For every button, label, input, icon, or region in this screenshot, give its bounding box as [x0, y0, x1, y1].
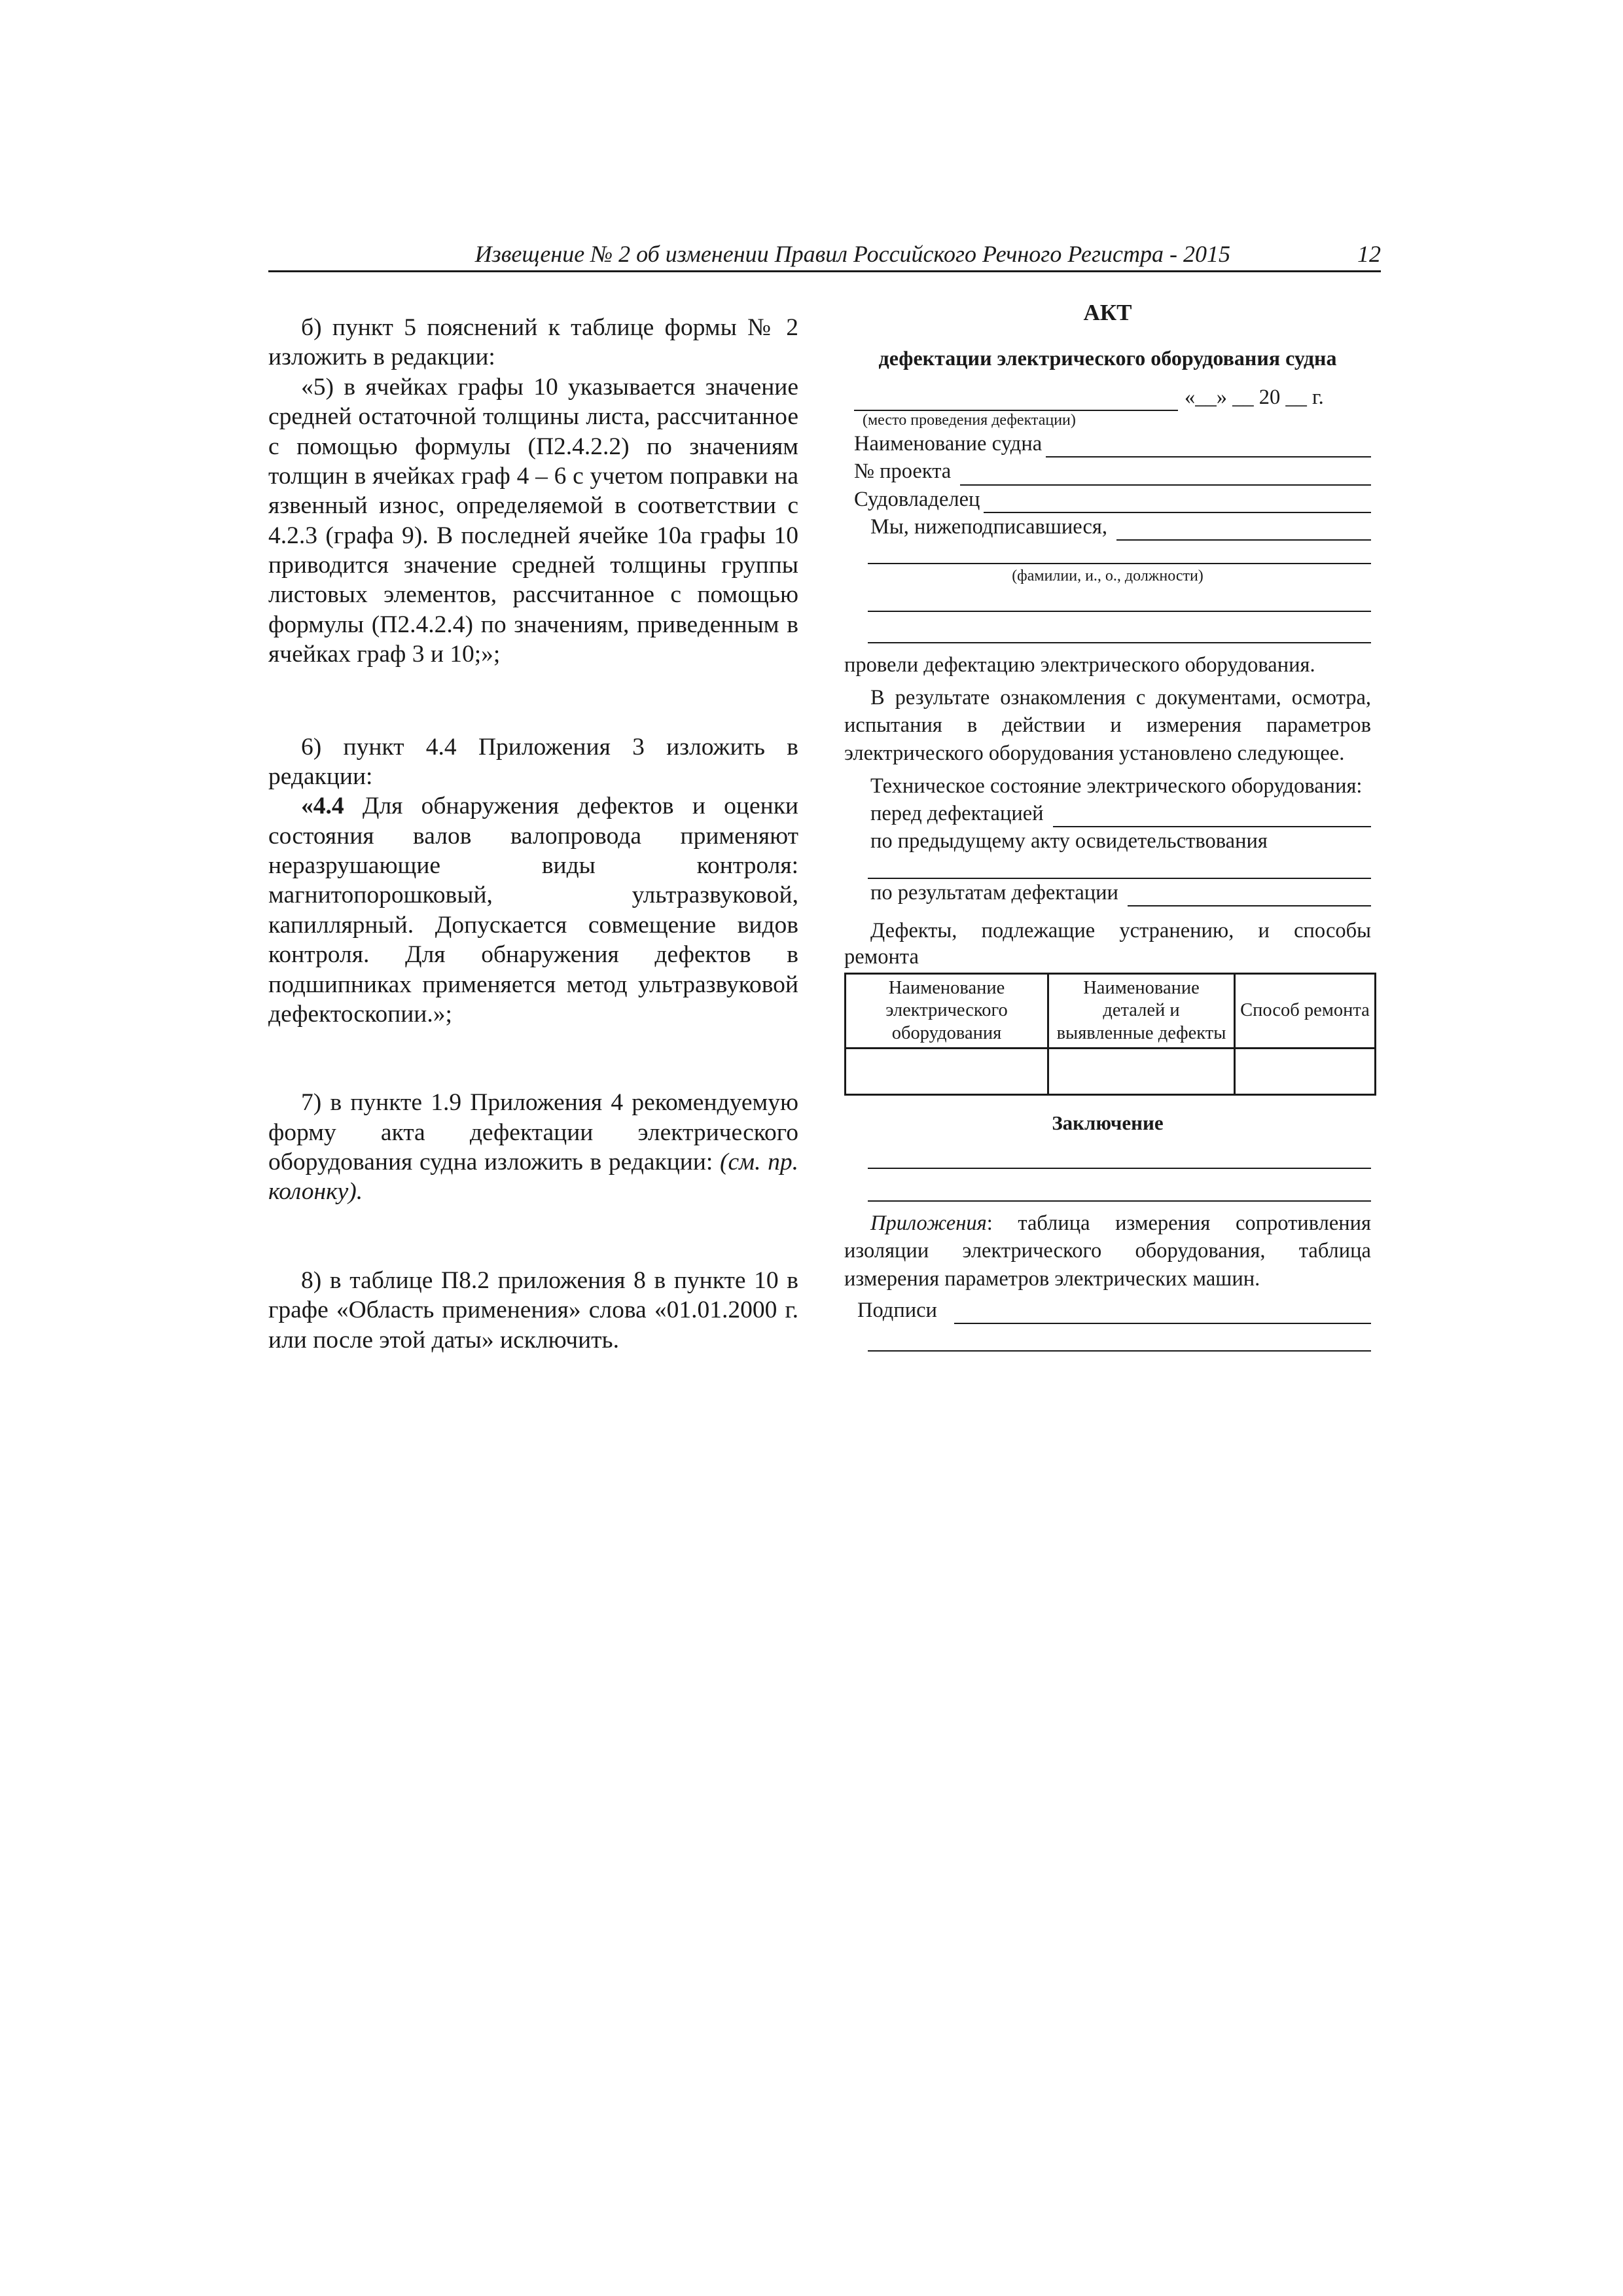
names-caption: (фамилии, и., о., должности) [1012, 567, 1204, 585]
conclusion-field-2[interactable] [868, 1181, 1371, 1202]
names-field-3[interactable] [868, 622, 1371, 643]
before-row [870, 800, 1371, 827]
place-field[interactable] [854, 390, 1178, 411]
after-label: по результатам дефектации [870, 880, 1118, 905]
after-field[interactable] [1128, 886, 1371, 906]
signature-field-2[interactable] [868, 1331, 1371, 1352]
place-caption: (место проведения дефектации) [863, 412, 1076, 429]
paragraph-7: 7) в пункте 1.9 Приложения 4 рекомендуемую форму акта дефектации электрического оборудования судна изложить в редакции: (см. пр. колонку). [268, 1089, 798, 1206]
owner-field[interactable] [984, 492, 1371, 513]
after-row [870, 879, 1371, 906]
header-title: Извещение № 2 об изменении Правил Российского Речного Регистра - 2015 [474, 241, 1230, 267]
paragraph-8: 8) в таблице П8.2 приложения 8 в пункте 10 в графе «Область применения» слова «01.01.2000 г. или после этой даты» исключить. [268, 1266, 798, 1354]
signatories-label: Мы, нижеподписавшиеся, [870, 514, 1107, 539]
paragraph-6-lead: 6) пункт 4.4 Приложения 3 изложить в редакции: [268, 733, 798, 790]
date-field[interactable]: «__» __ 20 __ г. [1185, 386, 1324, 410]
page-number: 12 [1357, 241, 1381, 267]
conclusion-line-2 [864, 1169, 1371, 1202]
previous-act-field[interactable] [868, 858, 1371, 879]
form-title: АКТ [1083, 300, 1132, 325]
project-row [854, 457, 1371, 485]
form-column [844, 298, 1371, 1352]
attachments [844, 1210, 1371, 1293]
table-row [846, 1048, 1376, 1094]
left-column [268, 313, 798, 1355]
cell-equipment[interactable] [846, 1048, 1048, 1094]
attachments-label: Приложения [870, 1211, 987, 1236]
signatories-field[interactable] [1116, 520, 1371, 541]
defects-label: Дефекты, подлежащие устранению, и способы ремонта [844, 918, 1371, 969]
paragraph-b-quote: «5) в ячейках графы 10 указывается значение средней остаточной толщины листа, рассчитанное с помощью формулы (П2.4.2.2) по значениям толщин в ячейках граф 4 – 6 с учетом поправки на язвенный износ, определяемой в соответствии с 4.2.3 (графа 9). В последней ячейке 10а графы 10 приводится значение средней толщины группы листовых элементов, рассчитанное с помощью формулы (П2.4.2.4) по значениям, приведенным в ячейках граф 3 и 10;»; [268, 373, 798, 668]
names-field[interactable] [868, 543, 1371, 564]
running-header [268, 240, 1381, 272]
place-date-line [844, 384, 1371, 411]
project-field[interactable] [960, 465, 1371, 486]
signature-field[interactable] [954, 1303, 1371, 1324]
cell-defects[interactable] [1048, 1048, 1235, 1094]
attachments-text: : таблица измерения сопротивления изоляции электрического оборудования, таблица измерения параметров электрических машин. [844, 1211, 1371, 1291]
tech-state-label: Техническое состояние электрического оборудования: [870, 774, 1363, 798]
clause-text: Для обнаружения дефектов и оценки состояния валов валопровода применяют неразрушающие виды контроля: магнитопорошковый, ультразвуковой, капиллярный. Допускается совмещение видов контроля. Для обнаружения дефектов в подшипниках применяется метод ультразвуковой дефектоскопии.»; [268, 793, 798, 1028]
cell-repair-method[interactable] [1235, 1048, 1376, 1094]
project-label: № проекта [854, 459, 952, 484]
defects-table [844, 973, 1376, 1096]
vessel-name-label: Наименование судна [854, 432, 1043, 456]
signatories-row [870, 513, 1371, 541]
owner-label: Судовладелец [854, 487, 980, 511]
signatures-label: Подписи [857, 1298, 937, 1322]
names-field-2[interactable] [868, 591, 1371, 612]
owner-row [854, 486, 1371, 513]
conclusion-line-1 [864, 1136, 1371, 1169]
previous-act-line [864, 855, 1371, 879]
result-text: В результате ознакомления с документами, осмотра, испытания в действии и измерения параметров электрического оборудования установлено следующее. [844, 686, 1371, 765]
clause-number: «4.4 [301, 793, 344, 820]
before-label: перед дефектацией [870, 802, 1044, 826]
see-right-column-note: (см. пр. колонку). [268, 1149, 798, 1206]
before-field[interactable] [1053, 806, 1371, 827]
previous-act-label: по предыдущему акту освидетельствования [870, 829, 1268, 853]
form-subtitle: дефектации электрического оборудования судна [878, 346, 1337, 370]
vessel-name-row [854, 430, 1371, 457]
col-equipment: Наименование электрического оборудования [846, 974, 1048, 1049]
paragraph-6-body [268, 791, 798, 1029]
performed-text: провели дефектацию электрического оборудования. [844, 653, 1315, 677]
col-repair-method: Способ ремонта [1235, 974, 1376, 1049]
conclusion-field-1[interactable] [868, 1148, 1371, 1169]
names-line-2 [864, 586, 1371, 612]
paragraph-b-lead: б) пункт 5 пояснений к таблице формы № 2 изложить в редакции: [268, 314, 798, 371]
names-line [864, 541, 1371, 564]
col-defects: Наименование деталей и выявленные дефекты [1048, 974, 1235, 1049]
conclusion-title: Заключение [1052, 1111, 1164, 1134]
signatures-line-2 [864, 1324, 1371, 1352]
names-line-3 [864, 612, 1371, 643]
vessel-name-field[interactable] [1046, 437, 1371, 457]
signatures-row [857, 1297, 1371, 1324]
